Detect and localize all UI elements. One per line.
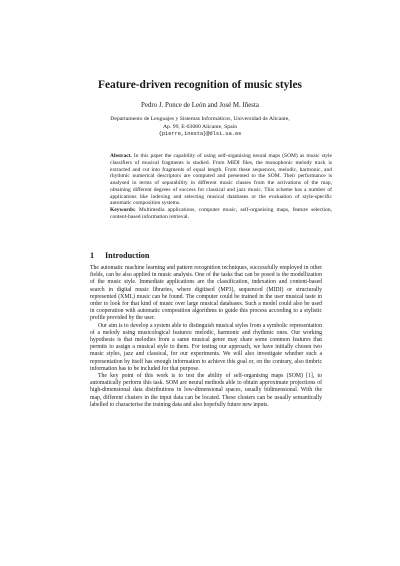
affiliation-line-2: Ap. 99, E-03080 Alicante, Spain	[162, 123, 238, 130]
paragraph-1: The automatic machine learning and pattern recognition techniques, successfully employed in other fields, can be also applied in music analysis. One of the tasks that can be posed is the modellization of the music style. Immediate applications are the classification, indexation and content-based search in digital music libraries, where digitised (MP3), sequenced (MIDI) or structurally represented (XML) music can be found. The computer could be trained in the user musical taste in order to look for that kind of music over large musical databases. Such a model could also be used in cooperation with automatic composition algorithms to guide this process according to a stylistic profile provided by the user.	[90, 265, 322, 322]
paper-authors: Pedro J. Ponce de León and José M. Iñesta	[141, 102, 259, 109]
keywords-text: Multimedia applications, computer music, self-organising maps, feature selection, content-based information retrieval.	[110, 207, 332, 220]
paragraph-2: Our aim is to develop a system able to distinguish musical styles from a symbolic representation of a melody using musicological features: melodic, harmonic and rhythmic ones. Our working hypothesis is that melodies from a same musical genre may share some common features that permits to assign a musical style to them. For testing our approach, we have initially chosen two music styles, jazz and classical, for our experiments. We will also investigate whether such a representation by itself has enough information to achieve this goal or, on the contrary, also timbric information has to be included for that purpose.	[90, 322, 322, 372]
introduction-body	[90, 265, 322, 409]
section-title: Introduction	[105, 251, 150, 260]
author-email: {pierre,inesta}@dlsi.ua.es	[158, 131, 242, 138]
abstract-block	[110, 153, 332, 221]
author-affiliation	[40, 116, 360, 139]
keywords-label: Keywords:	[110, 207, 136, 213]
abstract-text: In this paper the capability of using self-organising neural maps (SOM) as music style classifiers of musical fragments is studied. From MIDI files, the monophonic melody track is extracted and cut into fragments of equal length. From these sequences, melodic, harmonic, and rhythmic numerical descriptors are computed and presented to the SOM. Their performance is analysed in terms of separability in different music classes from the activations of the map, obtaining different degrees of success for classical and jazz music. This scheme has a number of applications like indexing and selecting musical databases or the evaluation of style-specific automatic composition systems.	[110, 153, 332, 207]
section-number: 1	[90, 251, 95, 260]
affiliation-line-1: Departamento de Lenguajes y Sistemas Informáticos, Universidad de Alicante,	[110, 116, 290, 122]
abstract-label: Abstract.	[110, 153, 132, 159]
paper-title: Feature-driven recognition of music styles	[98, 79, 302, 91]
paragraph-3: The key point of this work is to test the ability of self-organising maps (SOM) [1], to automatically perform this task. SOM are neural methods able to obtain approximate projections of high-dimensional data distributions in low-dimensional spaces, usually bidimensional. With the map, different clusters in the input data can be located. These clusters can be usually semantically labelled to characterise the training data and also hopefully future new inputs.	[90, 373, 322, 408]
section-heading-introduction	[90, 251, 149, 261]
